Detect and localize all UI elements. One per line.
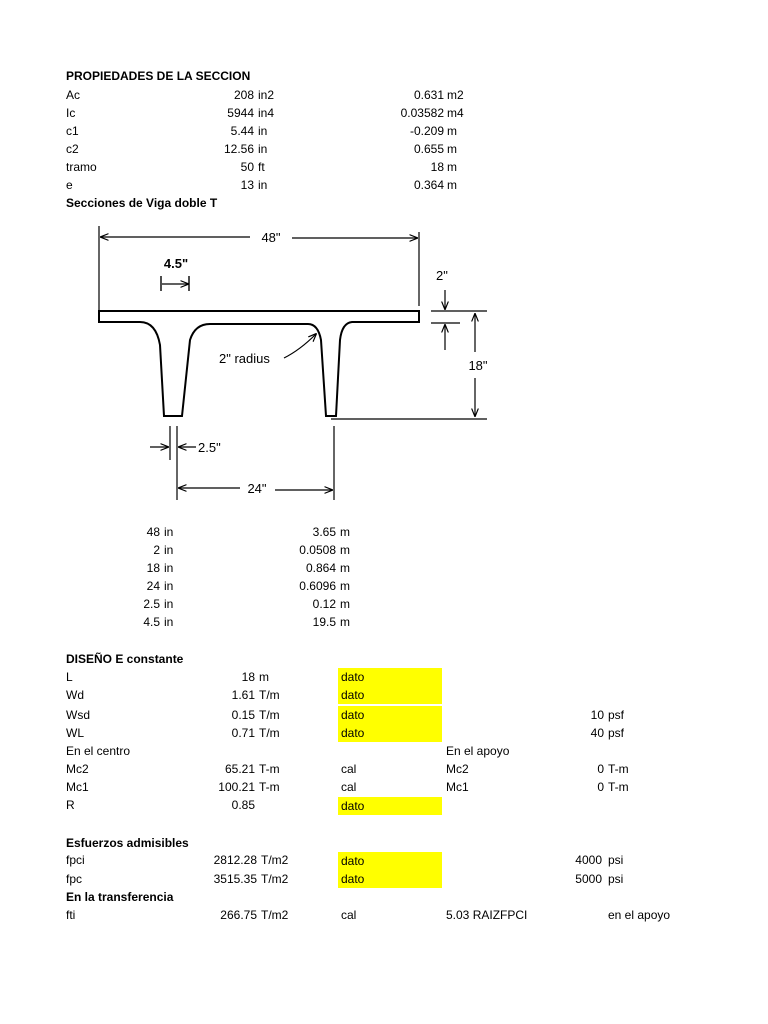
value-m: 0.864	[305, 561, 336, 575]
support-unit: T-m	[608, 780, 629, 794]
flange-thickness-dimension	[431, 268, 487, 350]
input-cell[interactable]: dato	[338, 686, 442, 704]
unit-m: m	[340, 579, 350, 593]
unit-in: in2	[258, 88, 275, 102]
center-label: En el centro	[66, 744, 131, 758]
row-label: WL	[66, 726, 84, 740]
row-label: fpc	[66, 872, 83, 886]
psf-value: 40	[590, 726, 604, 740]
input-cell[interactable]: dato	[338, 797, 442, 815]
unit-m: m	[447, 142, 457, 156]
row-label: Ac	[66, 88, 81, 102]
value-m: 0.364	[413, 178, 444, 192]
stem-spacing-label: 24"	[247, 481, 267, 496]
row-unit: T/m	[259, 708, 280, 722]
value-in: 18	[146, 561, 160, 575]
row-label: Wd	[66, 688, 84, 702]
unit-in: in	[164, 579, 174, 593]
row-value: 3515.35	[213, 872, 257, 886]
unit-m: m	[447, 160, 457, 174]
calc-tag: cal	[341, 780, 357, 794]
unit-in: in	[258, 178, 268, 192]
radius-callout	[219, 334, 316, 366]
row-unit: T/m2	[261, 872, 289, 886]
row-label: Mc1	[66, 780, 89, 794]
row-value: 0.85	[231, 798, 255, 812]
value-m: 0.03582	[400, 106, 444, 120]
support-value: 0	[597, 780, 604, 794]
stem-width-dimension	[161, 256, 189, 291]
value-m: 0.6096	[299, 579, 336, 593]
value-m: 19.5	[312, 615, 336, 629]
transfer-label: En la transferencia	[66, 890, 174, 904]
stem-width-label: 4.5"	[163, 256, 189, 271]
row-label: tramo	[66, 160, 97, 174]
value-in: 2	[153, 543, 160, 557]
depth-dimension	[331, 314, 488, 419]
section-properties-heading: PROPIEDADES DE LA SECCION	[66, 69, 251, 83]
support-note: en el apoyo	[608, 908, 671, 922]
unit-in: in	[258, 124, 268, 138]
row-value: 65.21	[224, 762, 255, 776]
row-label: c2	[66, 142, 79, 156]
value-in: 5944	[227, 106, 254, 120]
calc-tag: cal	[341, 762, 357, 776]
stresses-heading: Esfuerzos admisibles	[66, 836, 189, 850]
row-value: 0.15	[231, 708, 255, 722]
psi-value: 4000	[575, 853, 602, 867]
row-label: Mc2	[66, 762, 89, 776]
row-value: 2812.28	[213, 853, 257, 867]
psi-unit: psi	[608, 853, 624, 867]
row-value: 18	[241, 670, 255, 684]
row-unit: m	[259, 670, 269, 684]
design-heading: DISEÑO E constante	[66, 652, 184, 666]
depth-label: 18"	[468, 358, 488, 373]
value-in: 50	[240, 160, 254, 174]
input-cell[interactable]: dato	[338, 668, 442, 686]
row-value: 1.61	[231, 688, 255, 702]
value-in: 2.5	[143, 597, 160, 611]
flange-thickness-label: 2"	[436, 268, 448, 283]
support-row-label: Mc1	[446, 780, 469, 794]
value-in: 208	[233, 88, 254, 102]
unit-in: in	[164, 597, 174, 611]
unit-m: m	[340, 525, 350, 539]
unit-in: in	[258, 142, 268, 156]
psi-value: 5000	[575, 872, 602, 886]
input-cell[interactable]: dato	[338, 724, 442, 742]
row-unit: T/m2	[261, 853, 289, 867]
support-label: En el apoyo	[446, 744, 510, 758]
row-unit: T-m	[259, 780, 280, 794]
stem-bottom-dimension	[150, 426, 334, 500]
unit-m: m	[340, 561, 350, 575]
input-cell[interactable]: dato	[338, 706, 442, 724]
unit-m: m	[340, 615, 350, 629]
input-cell[interactable]: dato	[338, 870, 442, 888]
value-in: 48	[146, 525, 160, 539]
psi-unit: psi	[608, 872, 624, 886]
width-label: 48"	[261, 230, 281, 245]
row-label: c1	[66, 124, 79, 138]
width-dimension	[99, 226, 419, 310]
unit-m: m	[340, 597, 350, 611]
value-in: 24	[146, 579, 160, 593]
unit-m: m	[447, 178, 457, 192]
value-m: -0.209	[409, 124, 444, 138]
unit-m: m2	[447, 88, 464, 102]
formula-text: 5.03 RAIZFPCI	[446, 908, 528, 922]
value-m: 0.0508	[299, 543, 336, 557]
value-in: 12.56	[223, 142, 254, 156]
support-row-label: Mc2	[446, 762, 469, 776]
value-in: 4.5	[143, 615, 160, 629]
row-value: 0.71	[231, 726, 255, 740]
value-in: 13	[240, 178, 254, 192]
beam-section-heading: Secciones de Viga doble T	[66, 196, 218, 210]
input-cell[interactable]: dato	[338, 852, 442, 870]
unit-in: in	[164, 561, 174, 575]
unit-m: m	[340, 543, 350, 557]
value-m: 0.12	[312, 597, 336, 611]
row-unit: T/m	[259, 726, 280, 740]
unit-in: in	[164, 543, 174, 557]
unit-m: m	[447, 124, 457, 138]
unit-in: ft	[258, 160, 265, 174]
value-m: 0.655	[413, 142, 444, 156]
unit-m: m4	[447, 106, 464, 120]
row-label: L	[66, 670, 73, 684]
stem-bottom-label: 2.5"	[198, 440, 221, 455]
unit-in: in	[164, 615, 174, 629]
row-label: fpci	[66, 853, 85, 867]
psf-value: 10	[590, 708, 604, 722]
radius-label: 2" radius	[219, 351, 270, 366]
value-in: 5.44	[230, 124, 254, 138]
calc-tag: cal	[341, 908, 357, 922]
row-label: Ic	[66, 106, 76, 120]
unit-in: in	[164, 525, 174, 539]
support-value: 0	[597, 762, 604, 776]
row-value: 100.21	[218, 780, 255, 794]
psf-unit: psf	[608, 708, 625, 722]
stem-spacing-dimension	[179, 481, 332, 496]
support-unit: T-m	[608, 762, 629, 776]
row-unit: T-m	[259, 762, 280, 776]
value-m: 3.65	[312, 525, 336, 539]
row-value: 266.75	[220, 908, 257, 922]
value-m: 18	[430, 160, 444, 174]
psf-unit: psf	[608, 726, 625, 740]
row-label: Wsd	[66, 708, 90, 722]
row-unit: T/m2	[261, 908, 289, 922]
row-label: R	[66, 798, 75, 812]
row-unit: T/m	[259, 688, 280, 702]
unit-in: in4	[258, 106, 275, 120]
row-label: fti	[66, 908, 76, 922]
value-m: 0.631	[413, 88, 444, 102]
row-label: e	[66, 178, 73, 192]
